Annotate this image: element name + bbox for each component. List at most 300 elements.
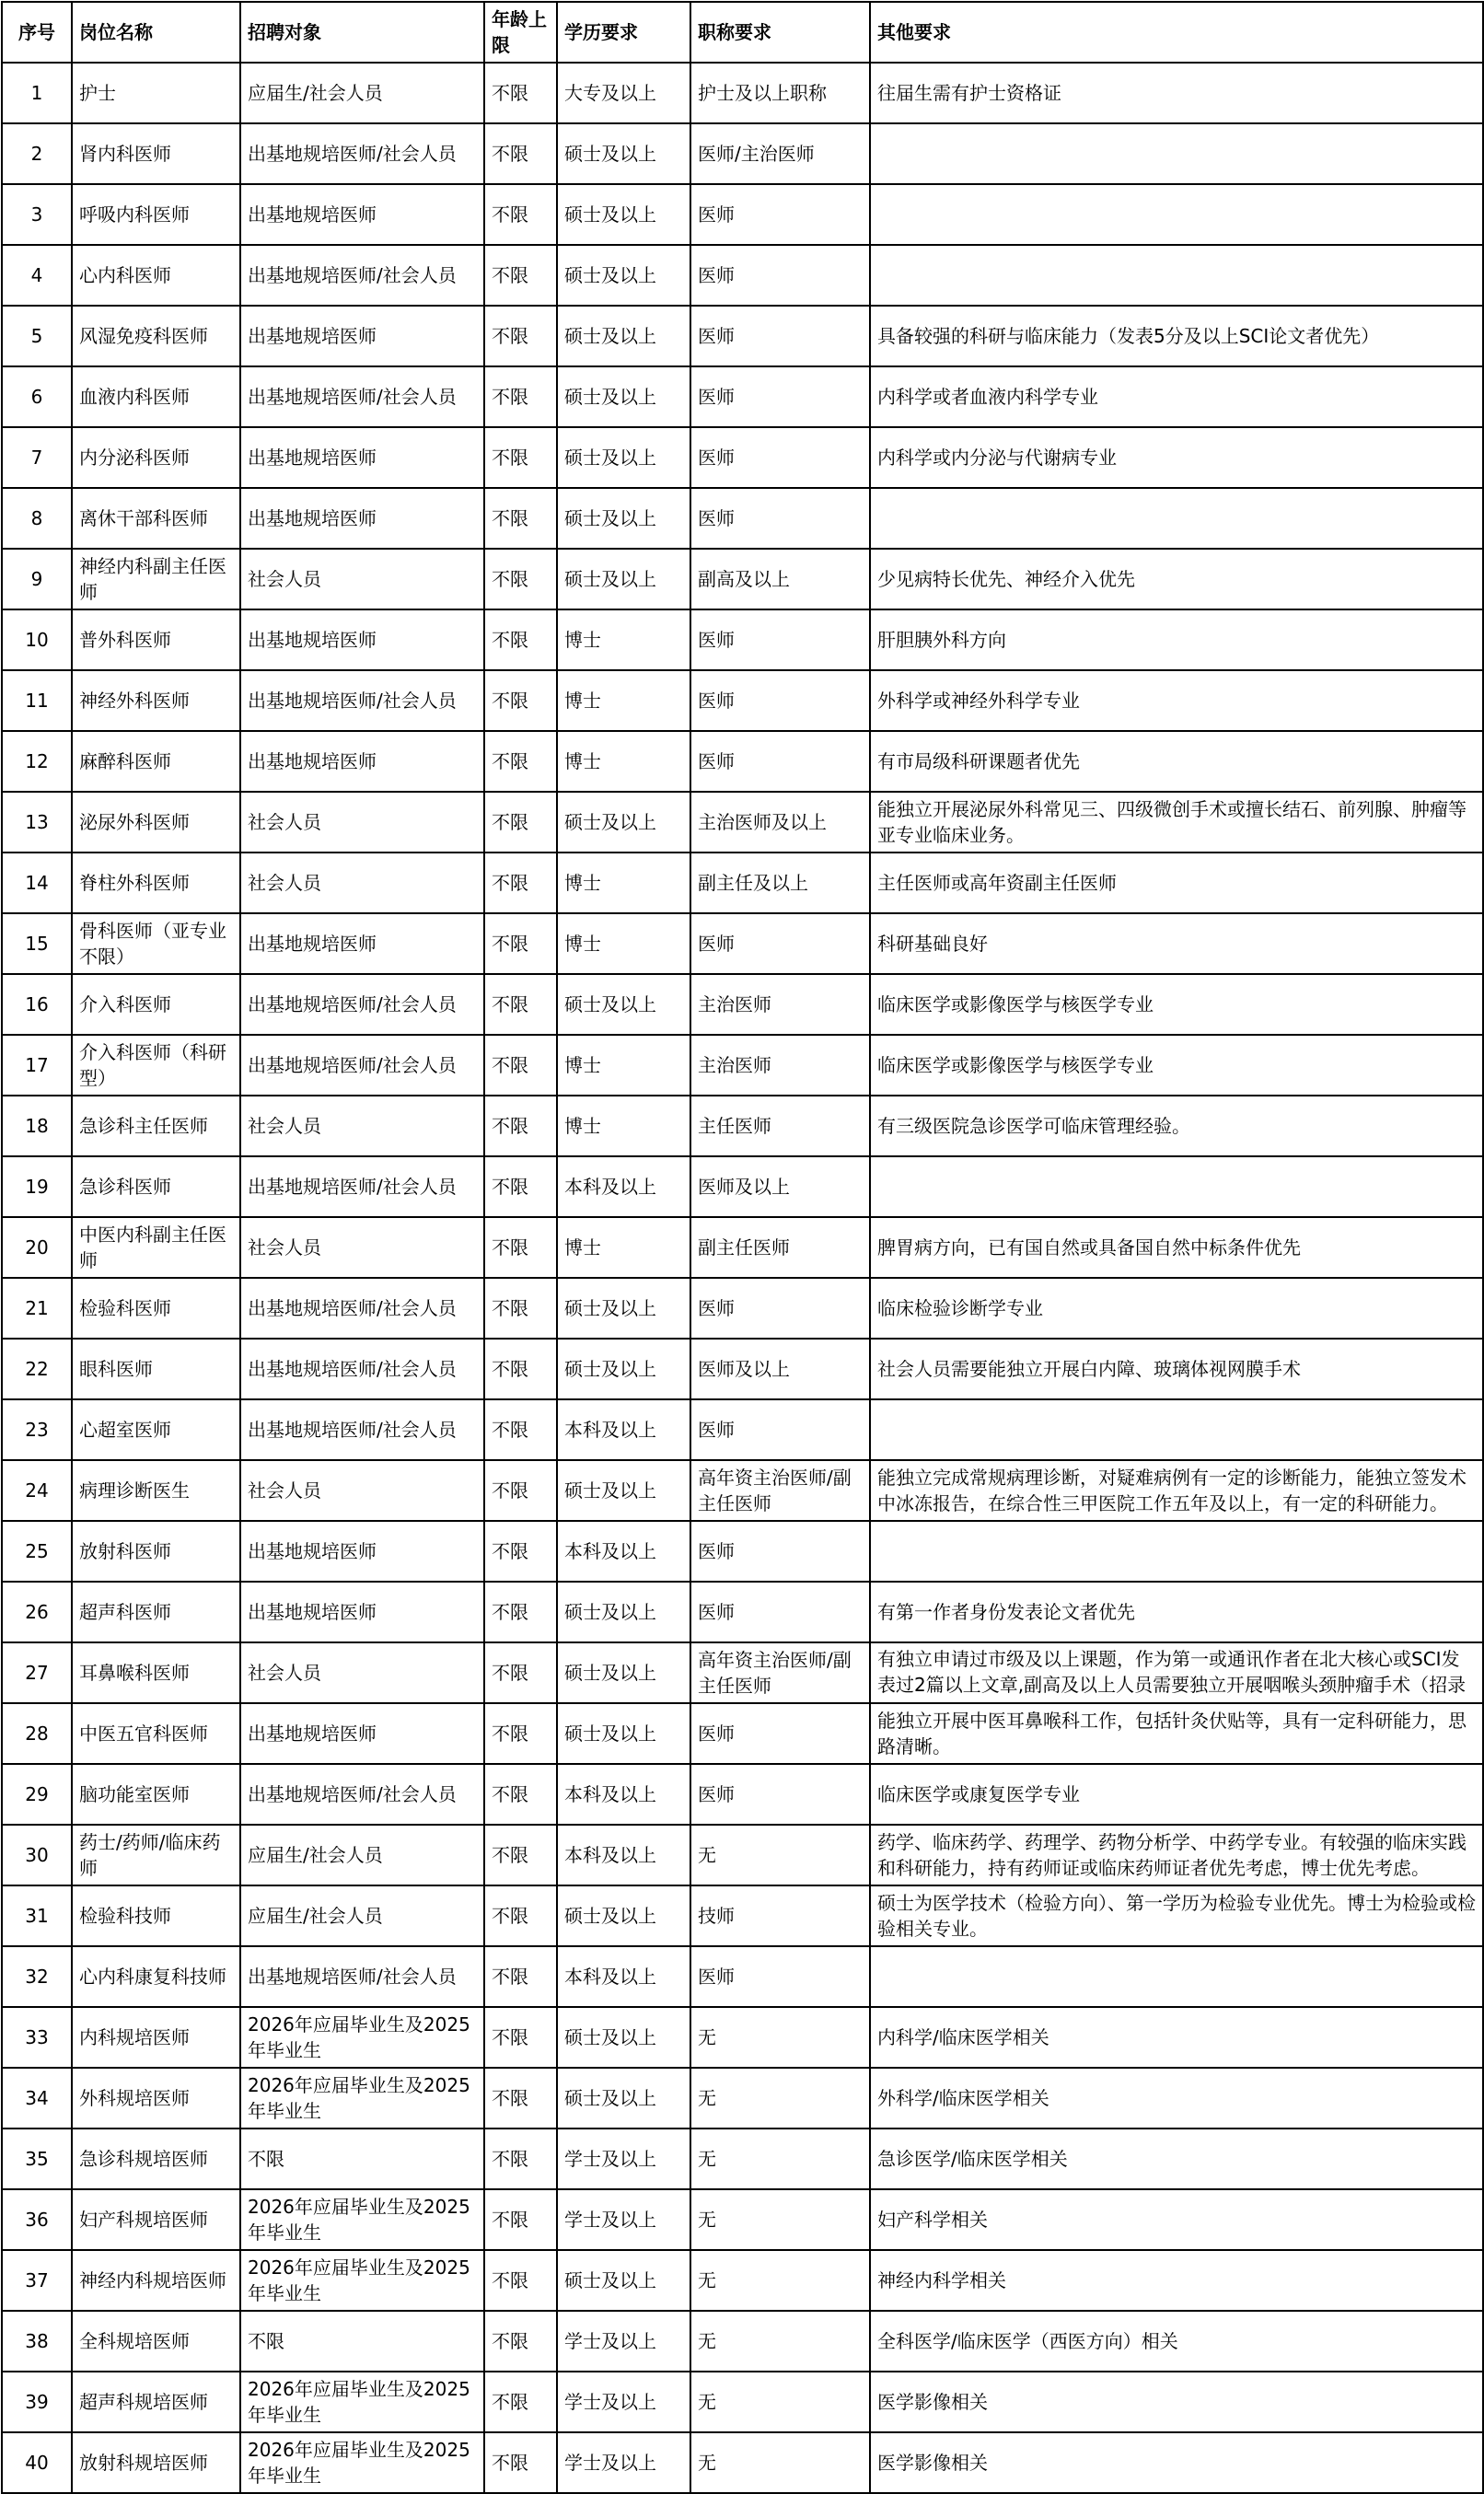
cell-education-text: 博士	[564, 1054, 601, 1076]
cell-index	[2, 1399, 72, 1460]
cell-age-limit	[484, 2068, 557, 2129]
cell-age-limit	[484, 1278, 557, 1339]
cell-position-text: 呼吸内科医师	[79, 203, 190, 226]
table-row	[2, 427, 1483, 488]
cell-position	[72, 306, 240, 366]
cell-other-text: 医学影像相关	[877, 2391, 988, 2413]
cell-title	[690, 245, 870, 306]
cell-age-limit	[484, 63, 557, 123]
cell-position	[72, 670, 240, 731]
cell-position-text: 介入科医师（科研型）	[79, 1041, 226, 1089]
cell-other	[870, 1946, 1483, 2007]
cell-target-text: 出基地规培医师/社会人员	[248, 1054, 457, 1076]
cell-education	[557, 63, 690, 123]
cell-title-text: 高年资主治医师/副主任医师	[698, 1649, 852, 1697]
cell-target	[240, 1521, 484, 1582]
cell-position	[72, 974, 240, 1035]
cell-education-text: 硕士及以上	[564, 2026, 656, 2048]
cell-target	[240, 792, 484, 853]
cell-education-text: 硕士及以上	[564, 2087, 656, 2109]
cell-title-text: 副高及以上	[698, 568, 790, 590]
cell-position-text: 病理诊断医生	[79, 1479, 190, 1502]
cell-target	[240, 2432, 484, 2493]
cell-age-limit	[484, 609, 557, 670]
cell-target	[240, 63, 484, 123]
cell-age-limit	[484, 2432, 557, 2493]
cell-position	[72, 1885, 240, 1946]
cell-title-text: 医师	[698, 1297, 735, 1319]
cell-target	[240, 974, 484, 1035]
cell-target-text: 出基地规培医师/社会人员	[248, 143, 457, 165]
cell-other-text: 有第一作者身份发表论文者优先	[877, 1601, 1135, 1623]
table-row	[2, 184, 1483, 245]
cell-position-text: 神经外科医师	[79, 690, 190, 712]
cell-education	[557, 1156, 690, 1217]
cell-education	[557, 427, 690, 488]
cell-index-text: 35	[25, 2148, 49, 2170]
cell-position	[72, 1946, 240, 2007]
cell-age-limit-text: 不限	[492, 872, 528, 894]
cell-title-text: 技师	[698, 1905, 735, 1927]
cell-position-text: 泌尿外科医师	[79, 811, 190, 833]
cell-other	[870, 2129, 1483, 2189]
cell-title	[690, 1278, 870, 1339]
recruitment-table	[1, 1, 1484, 2494]
cell-title-text: 无	[698, 2269, 716, 2291]
cell-target	[240, 609, 484, 670]
header-title: 职称要求	[690, 2, 870, 63]
cell-target	[240, 1460, 484, 1521]
cell-age-limit-text: 不限	[492, 1723, 528, 1745]
cell-age-limit	[484, 123, 557, 184]
cell-other-text: 脾胃病方向，已有国自然或具备国自然中标条件优先	[877, 1236, 1301, 1259]
header-row	[2, 2, 1483, 63]
cell-age-limit	[484, 1885, 557, 1946]
cell-age-limit-text: 不限	[492, 1479, 528, 1502]
cell-index	[2, 1946, 72, 2007]
cell-education-text: 硕士及以上	[564, 143, 656, 165]
cell-other-text: 临床医学或影像医学与核医学专业	[877, 1054, 1154, 1076]
cell-position	[72, 63, 240, 123]
cell-title	[690, 2007, 870, 2068]
cell-position-text: 骨科医师（亚专业不限）	[79, 920, 226, 968]
cell-index-text: 31	[25, 1905, 49, 1927]
cell-other	[870, 2372, 1483, 2432]
cell-index-text: 24	[25, 1479, 49, 1502]
cell-index-text: 25	[25, 1540, 49, 1562]
cell-position-text: 心内科康复科技师	[79, 1966, 226, 1988]
cell-index-text: 17	[25, 1054, 49, 1076]
cell-other-text: 临床检验诊断学专业	[877, 1297, 1043, 1319]
cell-other	[870, 1278, 1483, 1339]
cell-title-text: 主治医师及以上	[698, 811, 827, 833]
cell-title-text: 医师	[698, 447, 735, 469]
cell-other	[870, 1096, 1483, 1156]
cell-target	[240, 1764, 484, 1825]
cell-position	[72, 1582, 240, 1642]
cell-education	[557, 1339, 690, 1399]
cell-title	[690, 1460, 870, 1521]
cell-target-text: 出基地规培医师	[248, 1601, 377, 1623]
cell-other	[870, 63, 1483, 123]
cell-title	[690, 427, 870, 488]
cell-target-text: 出基地规培医师/社会人员	[248, 993, 457, 1015]
cell-title	[690, 63, 870, 123]
cell-position	[72, 245, 240, 306]
cell-other	[870, 1339, 1483, 1399]
cell-other-text: 主任医师或高年资副主任医师	[877, 872, 1117, 894]
cell-education-text: 硕士及以上	[564, 811, 656, 833]
cell-index-text: 34	[25, 2087, 49, 2109]
cell-age-limit	[484, 1642, 557, 1703]
cell-position-text: 耳鼻喉科医师	[79, 1662, 190, 1684]
cell-position-text: 普外科医师	[79, 629, 171, 651]
cell-education-text: 硕士及以上	[564, 264, 656, 286]
cell-age-limit-text: 不限	[492, 1844, 528, 1866]
cell-other-text: 外科学/临床医学相关	[877, 2087, 1049, 2109]
cell-title-text: 医师及以上	[698, 1176, 790, 1198]
cell-title-text: 无	[698, 2452, 716, 2474]
cell-education	[557, 1217, 690, 1278]
cell-education	[557, 913, 690, 974]
cell-target	[240, 1278, 484, 1339]
cell-other-text: 具备较强的科研与临床能力（发表5分及以上SCI论文者优先）	[877, 325, 1380, 347]
cell-index	[2, 1582, 72, 1642]
cell-title-text: 医师	[698, 264, 735, 286]
cell-age-limit	[484, 306, 557, 366]
cell-index	[2, 792, 72, 853]
cell-education-text: 硕士及以上	[564, 2269, 656, 2291]
cell-age-limit-text: 不限	[492, 1966, 528, 1988]
cell-position	[72, 1217, 240, 1278]
cell-index-text: 22	[25, 1358, 49, 1380]
cell-title	[690, 792, 870, 853]
cell-position	[72, 731, 240, 792]
cell-age-limit-text: 不限	[492, 629, 528, 651]
cell-target-text: 2026年应届毕业生及2025年毕业生	[248, 2074, 470, 2122]
cell-education	[557, 2068, 690, 2129]
cell-position-text: 内科规培医师	[79, 2026, 190, 2048]
cell-position	[72, 1035, 240, 1096]
cell-index	[2, 1825, 72, 1885]
cell-education	[557, 1703, 690, 1764]
cell-position	[72, 1156, 240, 1217]
cell-education-text: 硕士及以上	[564, 1905, 656, 1927]
table-row	[2, 853, 1483, 913]
cell-position-text: 中医五官科医师	[79, 1723, 208, 1745]
cell-position-text: 急诊科规培医师	[79, 2148, 208, 2170]
cell-index	[2, 549, 72, 609]
cell-title	[690, 184, 870, 245]
cell-title	[690, 670, 870, 731]
cell-title	[690, 1764, 870, 1825]
cell-title-text: 医师	[698, 1419, 735, 1441]
cell-target	[240, 2068, 484, 2129]
cell-target-text: 2026年应届毕业生及2025年毕业生	[248, 2439, 470, 2487]
cell-index-text: 26	[25, 1601, 49, 1623]
header-position: 岗位名称	[72, 2, 240, 63]
cell-title	[690, 1217, 870, 1278]
table-row	[2, 974, 1483, 1035]
cell-education-text: 硕士及以上	[564, 386, 656, 408]
table-row	[2, 2250, 1483, 2311]
cell-age-limit	[484, 366, 557, 427]
cell-index	[2, 1642, 72, 1703]
cell-target	[240, 123, 484, 184]
cell-education	[557, 731, 690, 792]
cell-education	[557, 1825, 690, 1885]
cell-position	[72, 609, 240, 670]
cell-index	[2, 1035, 72, 1096]
cell-other	[870, 1460, 1483, 1521]
cell-age-limit	[484, 1582, 557, 1642]
cell-index	[2, 2068, 72, 2129]
cell-index	[2, 1156, 72, 1217]
cell-education-text: 学士及以上	[564, 2209, 656, 2231]
header-other: 其他要求	[870, 2, 1483, 63]
cell-target-text: 社会人员	[248, 1115, 321, 1137]
cell-age-limit	[484, 974, 557, 1035]
cell-age-limit	[484, 427, 557, 488]
cell-age-limit	[484, 2250, 557, 2311]
cell-other-text: 往届生需有护士资格证	[877, 82, 1061, 104]
cell-title	[690, 1399, 870, 1460]
cell-education	[557, 1278, 690, 1339]
table-row	[2, 1825, 1483, 1885]
cell-position-text: 眼科医师	[79, 1358, 153, 1380]
cell-other-text: 临床医学或康复医学专业	[877, 1783, 1080, 1805]
cell-education-text: 硕士及以上	[564, 203, 656, 226]
cell-title	[690, 1642, 870, 1703]
cell-title-text: 医师	[698, 507, 735, 529]
cell-age-limit	[484, 1764, 557, 1825]
cell-target-text: 出基地规培医师/社会人员	[248, 1176, 457, 1198]
cell-target	[240, 184, 484, 245]
table-row	[2, 123, 1483, 184]
cell-other-text: 内科学/临床医学相关	[877, 2026, 1049, 2048]
cell-title-text: 医师	[698, 203, 735, 226]
cell-education	[557, 1582, 690, 1642]
cell-education	[557, 609, 690, 670]
cell-other	[870, 1885, 1483, 1946]
cell-age-limit-text: 不限	[492, 933, 528, 955]
cell-education-text: 本科及以上	[564, 1844, 656, 1866]
cell-position	[72, 549, 240, 609]
cell-other-text: 神经内科学相关	[877, 2269, 1006, 2291]
cell-other	[870, 670, 1483, 731]
cell-index-text: 19	[25, 1176, 49, 1198]
cell-index-text: 2	[30, 143, 43, 165]
cell-other	[870, 1217, 1483, 1278]
cell-age-limit	[484, 1460, 557, 1521]
cell-title	[690, 2432, 870, 2493]
cell-education	[557, 792, 690, 853]
cell-other-text: 内科学或内分泌与代谢病专业	[877, 447, 1117, 469]
cell-target	[240, 488, 484, 549]
cell-target-text: 出基地规培医师/社会人员	[248, 1419, 457, 1441]
table-row	[2, 2007, 1483, 2068]
cell-title-text: 无	[698, 2330, 716, 2352]
cell-age-limit-text: 不限	[492, 1115, 528, 1137]
cell-title-text: 无	[698, 2026, 716, 2048]
cell-index	[2, 913, 72, 974]
cell-other-text: 急诊医学/临床医学相关	[877, 2148, 1068, 2170]
cell-target	[240, 549, 484, 609]
cell-target-text: 出基地规培医师	[248, 447, 377, 469]
cell-title	[690, 1521, 870, 1582]
cell-index	[2, 1339, 72, 1399]
cell-target-text: 应届生/社会人员	[248, 1844, 383, 1866]
cell-index	[2, 853, 72, 913]
cell-target-text: 不限	[248, 2330, 284, 2352]
cell-education	[557, 1399, 690, 1460]
cell-age-limit-text: 不限	[492, 690, 528, 712]
cell-education-text: 本科及以上	[564, 1176, 656, 1198]
cell-title	[690, 853, 870, 913]
cell-age-limit-text: 不限	[492, 993, 528, 1015]
cell-target-text: 社会人员	[248, 1479, 321, 1502]
cell-education-text: 大专及以上	[564, 82, 656, 104]
cell-other	[870, 306, 1483, 366]
cell-position	[72, 792, 240, 853]
cell-title-text: 医师	[698, 1783, 735, 1805]
cell-index	[2, 2189, 72, 2250]
cell-target-text: 出基地规培医师/社会人员	[248, 1297, 457, 1319]
cell-position	[72, 2311, 240, 2372]
cell-target-text: 社会人员	[248, 872, 321, 894]
cell-age-limit	[484, 792, 557, 853]
cell-title-text: 医师/主治医师	[698, 143, 815, 165]
cell-age-limit	[484, 731, 557, 792]
cell-index-text: 29	[25, 1783, 49, 1805]
cell-index-text: 1	[30, 82, 43, 104]
cell-index	[2, 2372, 72, 2432]
cell-age-limit-text: 不限	[492, 1297, 528, 1319]
cell-position	[72, 2129, 240, 2189]
table-row	[2, 1096, 1483, 1156]
cell-age-limit	[484, 1825, 557, 1885]
cell-position	[72, 1642, 240, 1703]
cell-age-limit-text: 不限	[492, 2391, 528, 2413]
header-index: 序号	[2, 2, 72, 63]
cell-other-text: 药学、临床药学、药理学、药物分析学、中药学专业。有较强的临床实践和科研能力，持有药师证或临床药师证者优先考虑，博士优先考虑。	[877, 1831, 1467, 1879]
table-row	[2, 2068, 1483, 2129]
cell-education	[557, 853, 690, 913]
cell-position	[72, 1339, 240, 1399]
cell-education-text: 硕士及以上	[564, 1601, 656, 1623]
cell-other	[870, 2189, 1483, 2250]
header-education: 学历要求	[557, 2, 690, 63]
cell-position-text: 心超室医师	[79, 1419, 171, 1441]
cell-target-text: 应届生/社会人员	[248, 1905, 383, 1927]
cell-target-text: 2026年应届毕业生及2025年毕业生	[248, 2256, 470, 2304]
cell-title	[690, 488, 870, 549]
cell-other	[870, 1764, 1483, 1825]
cell-position	[72, 1825, 240, 1885]
cell-other-text: 内科学或者血液内科学专业	[877, 386, 1098, 408]
cell-other	[870, 853, 1483, 913]
cell-position-text: 中医内科副主任医师	[79, 1224, 226, 1271]
cell-index-text: 4	[30, 264, 43, 286]
cell-other-text: 能独立开展泌尿外科常见三、四级微创手术或擅长结石、前列腺、肿瘤等亚专业临床业务。	[877, 798, 1467, 846]
cell-position-text: 护士	[79, 82, 116, 104]
cell-age-limit-text: 不限	[492, 1662, 528, 1684]
cell-other-text: 临床医学或影像医学与核医学专业	[877, 993, 1154, 1015]
cell-position	[72, 1764, 240, 1825]
cell-index	[2, 1703, 72, 1764]
cell-index	[2, 306, 72, 366]
cell-age-limit	[484, 1339, 557, 1399]
cell-other	[870, 2250, 1483, 2311]
cell-index-text: 20	[25, 1236, 49, 1259]
cell-title-text: 无	[698, 2209, 716, 2231]
table-row	[2, 1278, 1483, 1339]
cell-age-limit-text: 不限	[492, 2209, 528, 2231]
cell-age-limit	[484, 245, 557, 306]
cell-index	[2, 1217, 72, 1278]
cell-other	[870, 245, 1483, 306]
cell-title	[690, 1582, 870, 1642]
cell-index-text: 10	[25, 629, 49, 651]
table-row	[2, 1582, 1483, 1642]
cell-education	[557, 1035, 690, 1096]
cell-title-text: 主任医师	[698, 1115, 771, 1137]
cell-education	[557, 1946, 690, 2007]
cell-education	[557, 245, 690, 306]
cell-title-text: 高年资主治医师/副主任医师	[698, 1467, 852, 1514]
cell-title-text: 主治医师	[698, 1054, 771, 1076]
cell-age-limit-text: 不限	[492, 811, 528, 833]
cell-index	[2, 1096, 72, 1156]
cell-title	[690, 974, 870, 1035]
cell-target-text: 出基地规培医师/社会人员	[248, 1966, 457, 1988]
cell-position-text: 超声科医师	[79, 1601, 171, 1623]
cell-education-text: 博士	[564, 629, 601, 651]
cell-age-limit	[484, 1217, 557, 1278]
cell-other	[870, 549, 1483, 609]
cell-age-limit-text: 不限	[492, 1540, 528, 1562]
cell-age-limit	[484, 184, 557, 245]
cell-target-text: 2026年应届毕业生及2025年毕业生	[248, 2196, 470, 2244]
cell-position	[72, 2250, 240, 2311]
cell-other-text: 全科医学/临床医学（西医方向）相关	[877, 2330, 1178, 2352]
cell-education-text: 硕士及以上	[564, 1723, 656, 1745]
cell-index-text: 13	[25, 811, 49, 833]
cell-age-limit-text: 不限	[492, 203, 528, 226]
cell-index	[2, 63, 72, 123]
table-row	[2, 1399, 1483, 1460]
cell-education-text: 学士及以上	[564, 2391, 656, 2413]
cell-age-limit-text: 不限	[492, 1358, 528, 1380]
cell-other-text: 医学影像相关	[877, 2452, 988, 2474]
cell-education-text: 硕士及以上	[564, 993, 656, 1015]
table-header	[2, 2, 1483, 63]
cell-position	[72, 366, 240, 427]
cell-other-text: 少见病特长优先、神经介入优先	[877, 568, 1135, 590]
cell-age-limit-text: 不限	[492, 2087, 528, 2109]
cell-education	[557, 1764, 690, 1825]
cell-index	[2, 2007, 72, 2068]
cell-age-limit-text: 不限	[492, 1054, 528, 1076]
cell-age-limit	[484, 2007, 557, 2068]
cell-age-limit	[484, 1035, 557, 1096]
cell-age-limit	[484, 2129, 557, 2189]
cell-position-text: 介入科医师	[79, 993, 171, 1015]
cell-title-text: 医师	[698, 933, 735, 955]
cell-education-text: 硕士及以上	[564, 1479, 656, 1502]
cell-education-text: 硕士及以上	[564, 1358, 656, 1380]
cell-position	[72, 853, 240, 913]
